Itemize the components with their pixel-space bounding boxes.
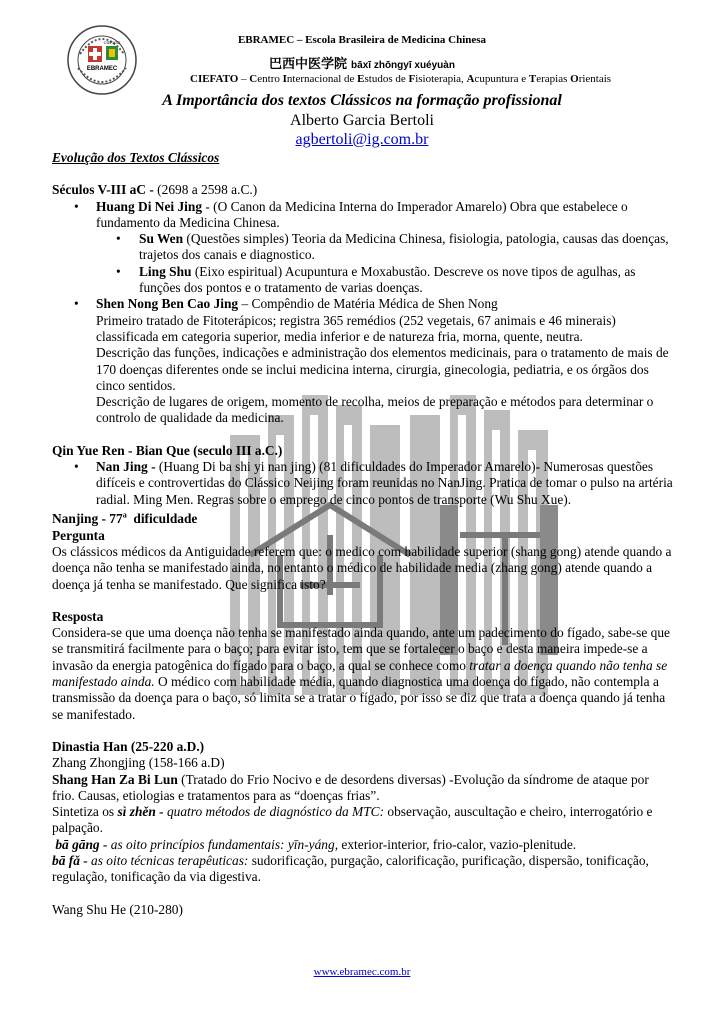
author-name: Alberto Garcia Bertoli	[290, 112, 434, 129]
era-heading-2: Qin Yue Ren - Bian Que (seculo III a.C.)	[52, 442, 283, 458]
header-pinyin: bāxī zhōngyī xuéyuàn	[351, 60, 455, 71]
logo-bottom-label: EBRAMEC	[86, 66, 118, 72]
header-chinese-name: 巴西中医学院	[269, 57, 348, 72]
list-item-nan-jing: • Nan Jing - (Huang Di ba shi yi nan jing) (81 dificuldades do Imperador Amarelo)- Numerosas questões difíceis e controvertidas do Clássico Neijing foram reunidas no NanJing. Pratica de tomar o pulso na artéria radial. Ming Men. Regras sobre o emprego de cinco pontos de transporte (Wu Shu Xue).	[52, 459, 674, 508]
era-heading-3: Dinastia Han (25-220 a.D.)	[52, 738, 205, 754]
resposta-heading: Resposta	[52, 608, 104, 624]
shen-nong-paragraph-1: Primeiro tratado de Fitoterápicos; registra 365 remédios (252 vegetais, 67 animais e 46 minerais) classificada em categoria superior, media inferior e de natureza fria, morna, quente, neutra.	[96, 312, 616, 344]
list-item-ling-shu: • Ling Shu (Eixo espiritual) Acupuntura e Moxabustão. Descreve os nove tipos de agulhas, as funções dos pontos e o tratamento de varias doenças.	[52, 264, 674, 297]
resposta-text: Considera-se que uma doença não tenha se manifestado ainda quando, ante um padecimento do fígado, sabe-se que se transmitirá facilmente para o baço; para evitar isto, tem que se fortalecer o baço e desta maneira impede-se a invasão da energia patogênica do fígado para o baço, a qual se conhece como tratar a doença quando não tenha se manifestado ainda. O médico com habilidade média, quando diagnostica uma doença do fígado, não contempla a transmissão da doença para o baço, só limita se a tratar o fígado, por isso se diz que trata a doença quando já tenha se manifestado.	[52, 625, 670, 722]
shang-han-paragraph: Shang Han Za Bi Lun (Tratado do Frio Nocivo e de desordens diversas) -Evolução da síndrome de ataque por frio. Causas, etiologias e tratamentos para as “doenças frias”.	[52, 771, 649, 803]
si-zhen-paragraph: Sintetiza os sì zhěn - quatro métodos de diagnóstico da MTC: observação, auscultação e cheiro, interrogatório e palpação.	[52, 804, 653, 836]
list-item-su-wen: • Su Wen (Questões simples) Teoria da Medicina Chinesa, fisiologia, patologia, causas das doenças, trajetos dos canais e diagnostico.	[52, 231, 674, 264]
header-school: EBRAMEC – Escola Brasileira de Medicina Chinesa	[237, 34, 487, 46]
pergunta-text: Os clássicos médicos da Antiguidade referem que: o medico com habilidade superior (shang gong) atende quando a doença não tenha se manifestado ainda, no entanto o médico de habilidade media (zhang gong) atende quando a doença já tenha se manifestado. Que significa isto?	[52, 544, 672, 592]
era-heading-1: Séculos V-III aC - (2698 a 2598 a.C.)	[52, 182, 258, 198]
pergunta-heading: Pergunta	[52, 527, 105, 543]
header-ciefato: CIEFATO – Centro Internacional de Estudos de Fisioterapia, Acupuntura e Terapias Orientais	[190, 73, 612, 85]
zhang-zhongjing: Zhang Zhongjing (158-166 a.D)	[52, 755, 225, 771]
shen-nong-paragraph-3: Descrição de lugares de origem, momento de recolha, meios de preparação e métodos para determinar o controlo de qualidade da medicina.	[96, 394, 654, 426]
author-email-link[interactable]: agbertoli@ig.com.br	[295, 131, 429, 148]
shen-nong-paragraph-2: Descrição das funções, indicações e administração dos elementos medicinais, para o tratamento de mais de 170 doenças diferentes onde se inclui medicina interna, cirurgia, ginecologia, pediatria, e os órgãos dos cinco sentidos.	[96, 345, 669, 393]
nanjing-77-heading: Nanjing - 77$^a$ dificuldade	[52, 510, 198, 527]
header-chinese	[0, 53, 724, 72]
ba-gang-paragraph: bā gāng - as oito princípios fundamentais: yīn-yáng, exterior-interior, frio-calor, vazio-plenitude.	[55, 836, 577, 852]
ba-fa-paragraph: bā fǎ - as oito técnicas terapêuticas: sudorificação, purgação, calorificação, purificação, dispersão, tonificação, regulação, tonificação da via digestiva.	[52, 853, 649, 885]
wang-shu-he: Wang Shu He (210-280)	[52, 901, 183, 917]
document-title: A Importância dos textos Clássicos na formação profissional	[162, 92, 562, 109]
footer-website-link[interactable]: www.ebramec.com.br	[313, 966, 411, 978]
list-item-shen-nong: • Shen Nong Ben Cao Jing – Compêndio de Matéria Médica de Shen Nong	[52, 296, 674, 312]
section-title: Evolução dos Textos Clássicos	[52, 150, 220, 165]
list-item-huang-di-nei-jing: • Huang Di Nei Jing - (O Canon da Medicina Interna do Imperador Amarelo) Obra que estabelece o fundamento da Medicina Chinesa.	[52, 199, 674, 232]
logo-top-label: CIEFATO	[103, 40, 121, 45]
document-body	[52, 150, 674, 918]
